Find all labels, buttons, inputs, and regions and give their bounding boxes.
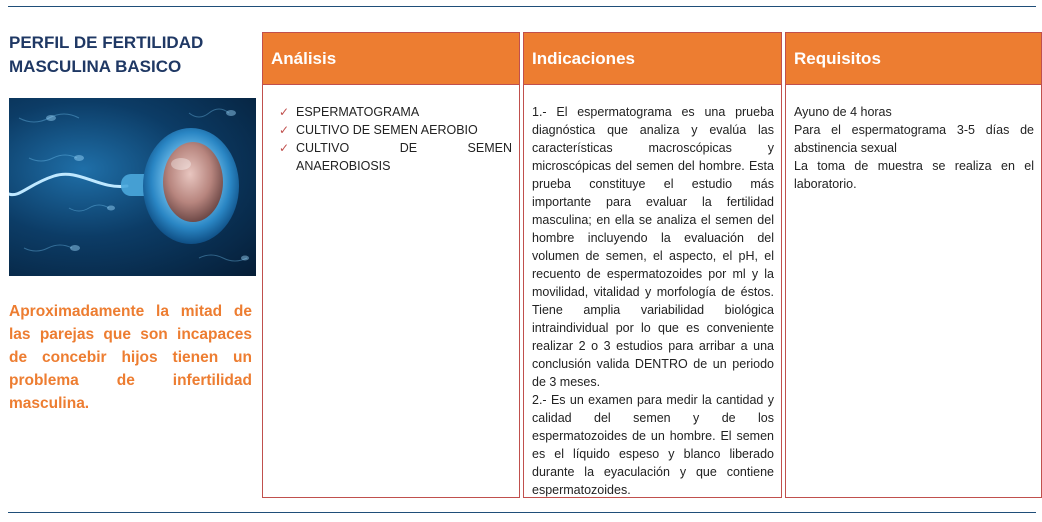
indicaciones-heading: Indicaciones bbox=[524, 33, 781, 85]
requisitos-panel bbox=[785, 32, 1042, 498]
top-rule bbox=[8, 6, 1036, 7]
sperm-illustration-image bbox=[9, 98, 256, 276]
analisis-list bbox=[271, 103, 512, 175]
requisito-line: Ayuno de 4 horas bbox=[794, 105, 892, 119]
promo-line: problema de infertilidad bbox=[9, 372, 252, 389]
requisito-line: La toma de muestra se realiza en el laboratorio. bbox=[794, 159, 1034, 191]
promo-line: masculina. bbox=[9, 395, 90, 412]
indicaciones-panel bbox=[523, 32, 782, 498]
analisis-heading: Análisis bbox=[263, 33, 519, 85]
page-title: PERFIL DE FERTILIDAD MASCULINA BASICO bbox=[9, 33, 204, 76]
checkmark-icon: ✓ bbox=[279, 141, 290, 155]
analisis-panel bbox=[262, 32, 520, 498]
indicaciones-body bbox=[524, 85, 781, 499]
list-item: ✓ CULTIVO DE SEMEN ANAEROBIOSIS bbox=[279, 141, 512, 173]
analisis-body bbox=[263, 85, 519, 175]
requisitos-body bbox=[786, 85, 1041, 193]
bottom-rule bbox=[8, 512, 1036, 513]
indicaciones-paragraph: 2.- Es un examen para medir la cantidad y calidad del semen y de los espermatozoides de un hombre. El semen es el líquido espeso y blanco liberado durante la eyaculación y que contiene espermatozoides. bbox=[532, 393, 774, 497]
list-item: ✓ ESPERMATOGRAMA bbox=[279, 105, 420, 119]
list-item: ✓ CULTIVO DE SEMEN AEROBIO bbox=[279, 123, 478, 137]
checkmark-icon: ✓ bbox=[279, 105, 290, 119]
promo-line: de concebir hijos tienen un bbox=[9, 349, 252, 366]
indicaciones-paragraph: 1.- El espermatograma es una prueba diagnóstica que analiza y evalúa las características macroscópicas y microscópicas del semen del hombre. Esta prueba constituye el estudio más importante para evaluar la fertilidad masculina; en ella se analiza el semen del hombre incluyendo la evaluación del volumen de semen, el aspecto, el pH, el recuento de espermatozoides por ml y la movilidad, vitalidad y morfología de éstos. Tiene amplia variabilidad biológica intraindividual por lo que es conveniente realizar 2 o 3 estudios para arribar a una conclusión valida DENTRO de un periodo de 3 meses. bbox=[532, 105, 774, 389]
requisito-line: Para el espermatograma 3-5 días de abstinencia sexual bbox=[794, 123, 1034, 155]
promo-line: las parejas que son incapaces bbox=[9, 326, 252, 343]
promo-line: Aproximadamente la mitad de bbox=[9, 303, 252, 320]
sperm-illustration-icon bbox=[9, 98, 256, 276]
checkmark-icon: ✓ bbox=[279, 123, 290, 137]
promo-text bbox=[9, 300, 252, 415]
requisitos-heading: Requisitos bbox=[786, 33, 1041, 85]
